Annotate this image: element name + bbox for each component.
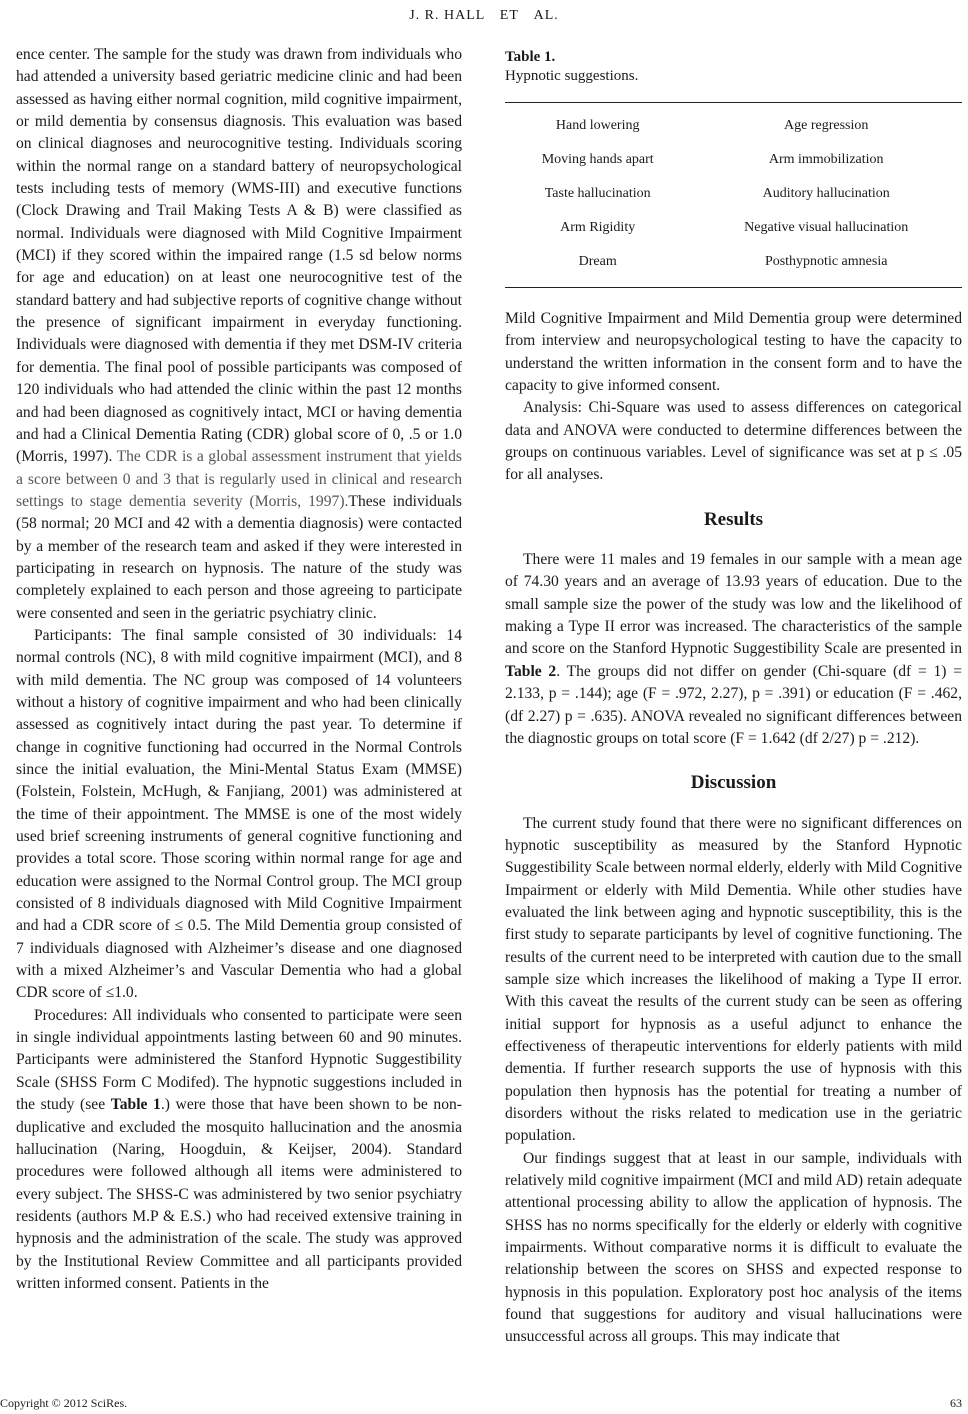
page-number: 63	[950, 1396, 962, 1410]
text: The CDR is a global assessment instrument that yields a score between 0 and 3 that is regularly used in clinical and research settings to stage dementia severity (Morris, 1997).	[16, 448, 463, 510]
table-cell: Dream	[578, 253, 617, 269]
hypnotic-suggestions-table	[505, 102, 962, 288]
text: ence center. The sample for the study was drawn from individuals who had attended a university based geriatric medicine clinic and had been assessed as having either normal cognition, mild cognitive impairment, or mild dementia by consensus diagnosis. This evaluation was based on clinical diagnoses and neurocognitive testing. Individuals scoring within the normal range on a standard battery of neuropsychological tests including tests of memory (WMS-III) and executive functions (Clock Drawing and Trail Making Tests A & B) were classified as normal. Individuals were diagnosed with Mild Cognitive Impairment (MCI) if they scored within the impaired range (1.5 sd below norms for age and education) on at least one neurocognitive test of the standard battery and had subjective reports of cognitive change without the presence of significant impairment in everyday functioning. Individuals were diagnosed with dementia if they met DSM-IV criteria for dementia. The final pool of possible participants was composed of 120 individuals who had attended the clinic within the past 12 months and had been diagnosed as cognitively intact, MCI or having dementia and had a Clinical Dementia Rating (CDR) global score of 0, .5 or 1.0 (Morris, 1997).	[16, 46, 462, 466]
body-paragraph: Analysis: Chi-Square was used to assess differences on categorical data and ANOVA were conducted to determine differences between the groups on continuous variables. Level of significance was set at p ≤ .05 for all analyses.	[505, 399, 962, 484]
text: Procedures: All individuals who consented to participate were seen in single individual appointments lasting between 60 and 90 minutes. Participants were administered the Stanford Hypnotic Suggestibility Scale (SHSS Form C Modifed). The hypnotic suggestions included in the study (see	[16, 1006, 462, 1114]
table-row	[505, 143, 962, 177]
table-caption	[505, 48, 962, 86]
text: . The groups did not differ on gender (Chi-square (df = 1) = 2.133, p = .144); age (F = .972, 2.27), p = .391) or education (F = .462, (df 2.27) p = .635). ANOVA revealed no significant differences between the diagnostic groups on total score (F = 1.642 (df 2/27) p = .212).	[505, 662, 962, 747]
right-column	[505, 44, 962, 1349]
text: There were 11 males and 19 females in our sample with a mean age of 74.30 years and an average of 13.93 years of education. Due to the small sample size the power of the study was low and the likelihood of making a Type II error was increased. The characteristics of the sample and score on the Stanford Hypnotic Suggestibility Scale are presented in	[505, 551, 962, 658]
table-ref: Table 1	[110, 1096, 161, 1114]
body-paragraph: Participants: The final sample consisted of 30 individuals: 14 normal controls (NC), 8 with mild cognitive impairment (MCI), and 8 with mild dementia. The NC group was composed of 14 volunteers without a history of cognitive impairment and who had been clinically assessed as cognitively intact during the past year. To determine if change in cognitive functioning had occurred in the Normal Controls since the initial evaluation, the Mini-Mental Status Exam (MMSE) (Folstein, Folstein, McHugh, & Fanjiang, 2001) was administered at the time of their appointment. The MMSE is one of the most widely used brief screening instruments of general cognitive functioning and provides a total score. Those scoring within normal range for age and education were assigned to the Normal Control group. The MCI group consisted of 8 individuals diagnosed with Mild Cognitive Impairment and had a CDR score of ≤ 0.5. The Mild Dementia group consisted of 7 individuals diagnosed with Alzheimer’s disease and one diagnosed with a mixed Alzheimer’s and Vascular Dementia who had a global CDR score of ≤1.0.	[16, 626, 462, 1002]
copyright: Copyright © 2012 SciRes.	[0, 1396, 128, 1410]
table-row	[505, 103, 962, 144]
body-paragraph: Our findings suggest that at least in our sample, individuals with relatively mild cognitive impairment (MCI and mild AD) retain adequate attentional processing ability to allow the application of hypnosis. The SHSS has no norms specifically for the elderly or elderly with cognitive impairments. Without comparative norms it is difficult to evaluate the relationship between the scores on SHSS and expected response to hypnosis in this population. Exploratory post hoc analysis of the items found that suggestions for auditory and visual hallucinations were unsuccessful across all groups. This may indicate that	[505, 1149, 962, 1346]
table-title: Hypnotic suggestions.	[505, 68, 639, 84]
table-cell: Arm Rigidity	[560, 219, 636, 235]
left-column	[16, 44, 462, 1295]
table-cell: Hand lowering	[555, 117, 640, 133]
table-cell: Age regression	[784, 117, 869, 133]
table-cell: Arm immobilization	[768, 151, 884, 167]
table-cell: Taste hallucination	[544, 185, 651, 201]
table-ref: Table 2	[505, 662, 557, 680]
running-header: J. R. HALL ET AL.	[409, 8, 559, 23]
table-row	[505, 177, 962, 211]
results-heading: Results	[703, 508, 764, 530]
table-row	[505, 245, 962, 288]
body-paragraph	[16, 1005, 462, 1295]
body-paragraph: The current study found that there were no significant differences on hypnotic susceptibility as measured by the Stanford Hypnotic Suggestibility Scale between normal elderly, elderly with Mild Cognitive Impairment or elderly with Mild Dementia. While other studies have evaluated the link between aging and hypnotic susceptibility, this is the first study to separate participants by level of cognitive functioning. The results of the current need to be interpreted with caution due to the small sample size which increases the likelihood of making a Type II error. With this caveat the results of the current study can be seen as offering initial support for hypnosis as a useful adjunct to enhance the effectiveness of therapeutic interventions for elderly patients with mild dementia. If further research supports the use of hypnosis with this population then hypnosis has the potential for treating a number of disorders without the risks related to medication use in the geriatric population.	[505, 814, 962, 1145]
table-cell: Moving hands apart	[541, 151, 654, 167]
table-cell: Auditory hallucination	[762, 185, 890, 201]
text: .) were those that have been shown to be non-duplicative and excluded the mosquito hallucination and the anosmia hallucination (Naring, Hoogduin, & Keijser, 2004). Standard procedures were followed although all items were administered to every subject. The SHSS-C was administered by two senior psychiatry residents (authors M.P & E.S.) who had received extensive training in hypnosis and the administration of the scale. The study was approved by the Institutional Review Committee and all participants provided written informed consent. Patients in the	[16, 1096, 462, 1292]
body-paragraph	[16, 44, 462, 625]
body-paragraph: Mild Cognitive Impairment and Mild Dementia group were determined from interview and neuropsychological testing to have the capacity to understand the written information in the consent form and to have the capacity to give informed consent.	[505, 310, 962, 395]
body-paragraph	[505, 549, 962, 750]
table-row	[505, 211, 962, 245]
table-cell: Negative visual hallucination	[744, 219, 909, 235]
discussion-heading: Discussion	[690, 772, 777, 794]
table-label: Table 1.	[505, 49, 556, 65]
text: These individuals (58 normal; 20 MCI and 42 with a dementia diagnosis) were contacted by a member of the research team and asked if they were interested in participating in research on hypnosis. The nature of the study was completely explained to each person and those agreeing to participate were consented and seen in the geriatric psychiatry clinic.	[16, 492, 463, 622]
table-cell: Posthypnotic amnesia	[764, 253, 888, 269]
